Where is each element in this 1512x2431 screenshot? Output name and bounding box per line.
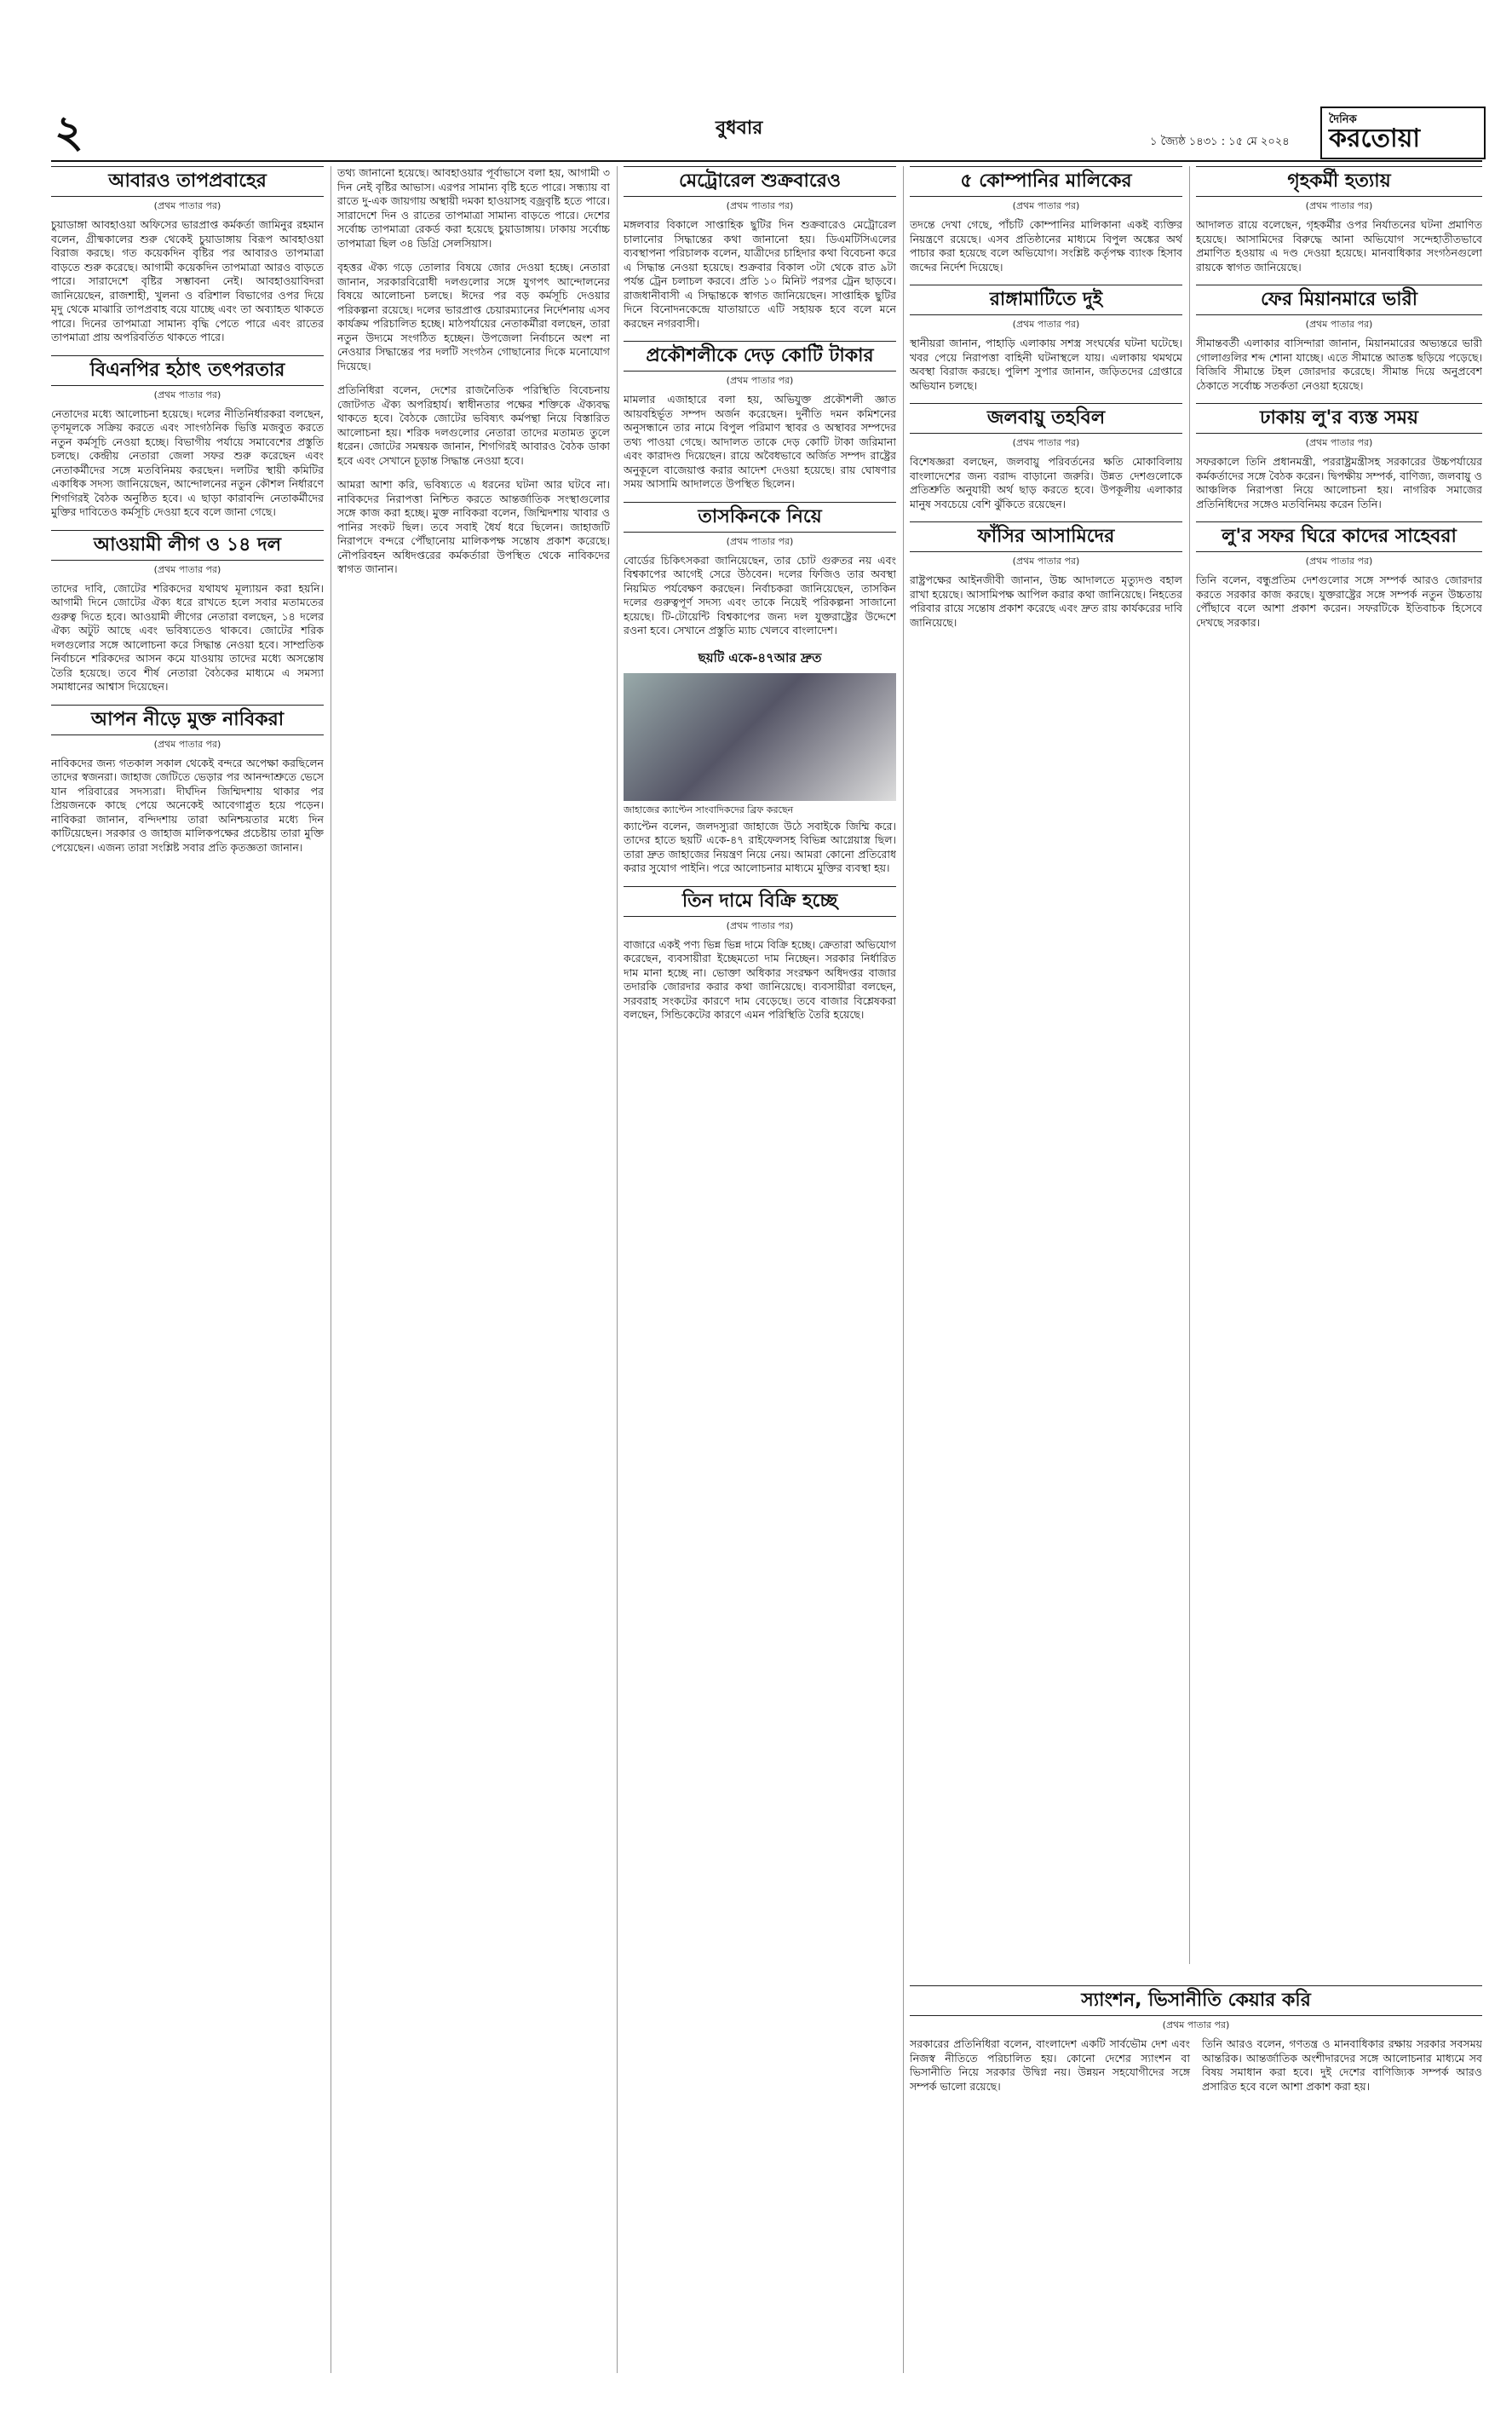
column-5 (1196, 166, 1482, 1973)
news-story (910, 285, 1182, 393)
news-story (51, 355, 324, 520)
photo-caption: জাহাজের ক্যাপ্টেন সাংবাদিকদের ব্রিফ করছেন (624, 804, 794, 815)
column-1 (51, 166, 324, 2382)
story-body: বোর্ডের চিকিৎসকরা জানিয়েছেন, তার চোট গুরুতর নয় এবং বিশ্বকাপের আগেই সেরে উঠবেন। দলের ফিজিও তার অবস্থা নিয়মিত পর্যবেক্ষণ করছেন। নির্বাচকরা জানিয়েছেন, তাসকিন দলের গুরুত্বপূর্ণ সদস্য এবং তাকে নিয়েই পরিকল্পনা সাজানো হয়েছে। টি-টোয়েন্টি বিশ্বকাপের জন্য দল যুক্তরাষ্ট্রের উদ্দেশে রওনা হবে। সেখানে প্রস্তুতি ম্যাচ খেলবে বাংলাদেশ। (624, 553, 896, 637)
column-divider (903, 166, 904, 2373)
story-body: ক্যাপ্টেন বলেন, জলদস্যুরা জাহাজে উঠে সবাইকে জিম্মি করে। তাদের হাতে ছয়টি একে-৪৭ রাইফেলসহ বিভিন্ন আগ্নেয়াস্ত্র ছিল। তারা দ্রুত জাহাজের নিয়ন্ত্রণ নিয়ে নেয়। আমরা কোনো প্রতিরোধ করার সুযোগ পাইনি। পরে আলোচনার মাধ্যমে মুক্তির ব্যবস্থা হয়। (624, 819, 896, 874)
news-story (624, 886, 896, 1023)
story-body: বাজারে একই পণ্য ভিন্ন ভিন্ন দামে বিক্রি হচ্ছে। ক্রেতারা অভিযোগ করেছেন, ব্যবসায়ীরা ইচ্ছেমতো দাম নিচ্ছেন। সরকার নির্ধারিত দাম মানা হচ্ছে না। ভোক্তা অধিকার সংরক্ষণ অধিদপ্তর বাজার তদারকি জোরদার করার কথা জানিয়েছে। ব্যবসায়ীরা বলছেন, সরবরাহ সংকটের কারণে দাম বেড়েছে। তবে বাজার বিশ্লেষকরা বলছেন, সিন্ডিকেটের কারণে এমন পরিস্থিতি তৈরি হয়েছে। (624, 937, 896, 1021)
story-body: তথ্য জানানো হয়েছে। আবহাওয়ার পূর্বাভাসে বলা হয়, আগামী ৩ দিন নেই বৃষ্টির আভাস। এরপর সামান্য বৃষ্টি হতে পারে। সন্ধ্যায় বা রাতে দু-এক জায়গায় অস্থায়ী দমকা হাওয়াসহ বজ্রবৃষ্টি হতে পারে। সারাদেশে দিন ও রাতের তাপমাত্রা সামান্য বাড়তে পারে। দেশের সর্বোচ্চ তাপমাত্রা রেকর্ড করা হয়েছে চুয়াডাঙ্গায়। ঢাকায় সর্বোচ্চ তাপমাত্রা ছিল ৩৪ ডিগ্রি সেলসিয়াস। (337, 166, 610, 250)
news-story (910, 403, 1182, 511)
headline: বিএনপির হঠাৎ তৎপরতার (51, 355, 324, 386)
continued-note: (প্রথম পাতার পর) (1012, 200, 1080, 211)
news-story (1196, 285, 1482, 393)
continued-note: (প্রথম পাতার পর) (153, 389, 221, 400)
news-story (51, 166, 324, 345)
news-story (337, 383, 610, 468)
continued-note: (প্রথম পাতার পর) (726, 200, 794, 211)
story-body: তাদের দাবি, জোটের শরিকদের যথাযথ মূল্যায়ন করা হয়নি। আগামী দিনে জোটের ঐক্য ধরে রাখতে হলে সবার মতামতের গুরুত্ব দিতে হবে। আওয়ামী লীগের নেতারা বলছেন, ১৪ দলের ঐক্য অটুট আছে এবং ভবিষ্যতেও থাকবে। জোটের শরিক দলগুলোর সঙ্গে আলোচনা করে সিদ্ধান্ত নেওয়া হবে। সাম্প্রতিক নির্বাচনে শরিকদের আসন কমে যাওয়ায় তাদের মধ্যে অসন্তোষ তৈরি হয়েছে। তবে শীর্ষ নেতারা বৈঠকের মাধ্যমে এ সমস্যা সমাধানের আশ্বাস দিয়েছেন। (51, 581, 324, 693)
story-body: সীমান্তবর্তী এলাকার বাসিন্দারা জানান, মিয়ানমারের অভ্যন্তরে ভারী গোলাগুলির শব্দ শোনা যাচ্ছে। এতে সীমান্তে আতঙ্ক ছড়িয়ে পড়েছে। বিজিবি সীমান্তে টহল জোরদার করেছে। সীমান্ত দিয়ে অনুপ্রবেশ ঠেকাতে সর্বোচ্চ সতর্কতা নেওয়া হয়েছে। (1196, 337, 1482, 392)
headline: তাসকিনকে নিয়ে (624, 502, 896, 533)
wide-story (910, 1985, 1482, 2377)
headline: ঢাকায় লু'র ব্যস্ত সময় (1196, 403, 1482, 434)
continued-note: (প্রথম পাতার পর) (1305, 437, 1373, 448)
news-story (51, 705, 324, 855)
news-story (1196, 521, 1482, 630)
column-2 (337, 166, 610, 2382)
column-3 (624, 166, 896, 2382)
continued-note: (প্রথম পাতার পর) (1012, 319, 1080, 330)
news-story (337, 166, 610, 251)
masthead (51, 107, 1482, 158)
continued-note: (প্রথম পাতার পর) (726, 535, 794, 547)
headline: গৃহকর্মী হত্যায় (1196, 166, 1482, 197)
logo-main-text: করতোয়া (1329, 124, 1421, 153)
story-body: আদালত রায়ে বলেছেন, গৃহকর্মীর ওপর নির্যাতনের ঘটনা প্রমাণিত হয়েছে। আসামিদের বিরুদ্ধে আনা অভিযোগ সন্দেহাতীতভাবে প্রমাণিত হওয়ায় এ দণ্ড দেওয়া হয়েছে। মানবাধিকার সংগঠনগুলো রায়কে স্বাগত জানিয়েছে। (1196, 218, 1482, 274)
news-photo (624, 673, 896, 801)
column-divider (1189, 166, 1190, 1964)
news-story (624, 648, 896, 876)
story-body: বৃহত্তর ঐক্য গড়ে তোলার বিষয়ে জোর দেওয়া হচ্ছে। নেতারা জানান, সরকারবিরোধী দলগুলোর সঙ্গে যুগপৎ আন্দোলনের বিষয়ে আলোচনা চলছে। ঈদের পর বড় কর্মসূচি দেওয়ার পরিকল্পনা রয়েছে। দলের ভারপ্রাপ্ত চেয়ারম্যানের নির্দেশনায় এসব কার্যক্রম পরিচালিত হচ্ছে। মাঠপর্যায়ের নেতাকর্মীরা বলছেন, তারা নতুন উদ্যমে সংগঠিত হচ্ছেন। উপজেলা নির্বাচনে অংশ না নেওয়ার সিদ্ধান্তের পর দলটি সংগঠন গোছানোর দিকে মনোযোগ দিয়েছে। (337, 261, 610, 372)
page-date: ১ জ্যৈষ্ঠ ১৪৩১ : ১৫ মে ২০২৪ (1150, 135, 1290, 148)
headline: রাঙ্গামাটিতে দুই (910, 285, 1182, 315)
headline: ফের মিয়ানমারে ভারী (1196, 285, 1482, 315)
continued-note: (প্রথম পাতার পর) (153, 738, 221, 750)
wide-body-left: সরকারের প্রতিনিধিরা বলেন, বাংলাদেশ একটি সার্বভৌম দেশ এবং নিজস্ব নীতিতে পরিচালিত হয়। কোনো দেশের স্যাংশন বা ভিসানীতি নিয়ে সরকার উদ্বিগ্ন নয়। উন্নয়ন সহযোগীদের সঙ্গে সম্পর্ক ভালো রয়েছে। (910, 2037, 1190, 2093)
continued-note: (প্রথম পাতার পর) (1012, 556, 1080, 567)
page-number: ২ (55, 107, 83, 158)
masthead-rule (51, 160, 1482, 162)
newspaper-logo (1320, 107, 1486, 159)
headline: জলবায়ু তহবিল (910, 403, 1182, 434)
headline: ৫ কোম্পানির মালিকের (910, 166, 1182, 197)
story-body: মঙ্গলবার বিকালে সাপ্তাহিক ছুটির দিন শুক্রবারেও মেট্রোরেল চালানোর সিদ্ধান্তের কথা জানানো হয়। ডিএমটিসিএলের ব্যবস্থাপনা পরিচালক বলেন, যাত্রীদের চাহিদার কথা বিবেচনা করে এ সিদ্ধান্ত নেওয়া হয়েছে। শুক্রবার বিকাল ৩টা থেকে রাত ৯টা পর্যন্ত ট্রেন চলাচল করবে। প্রতি ১০ মিনিট পরপর ট্রেন ছাড়বে। রাজধানীবাসী এ সিদ্ধান্তকে স্বাগত জানিয়েছেন। সাপ্তাহিক ছুটির দিনে বিনোদনকেন্দ্রে যাতায়াতে এটি সহায়ক হবে বলে মনে করছেন নগরবাসী। (624, 218, 896, 330)
news-story (51, 530, 324, 694)
column-divider (617, 166, 618, 2373)
story-body: রাষ্ট্রপক্ষের আইনজীবী জানান, উচ্চ আদালতে মৃত্যুদণ্ড বহাল রাখা হয়েছে। আসামিপক্ষ আপিল করার কথা জানিয়েছে। নিহতের পরিবার রায়ে সন্তোষ প্রকাশ করেছে এবং দ্রুত রায় কার্যকরের দাবি জানিয়েছে। (910, 573, 1182, 629)
story-body: নাবিকদের জন্য গতকাল সকাল থেকেই বন্দরে অপেক্ষা করছিলেন তাদের স্বজনরা। জাহাজ জেটিতে ভেড়ার পর আনন্দাশ্রুতে ভেসে যান পরিবারের সদস্যরা। দীর্ঘদিন জিম্মিদশায় থাকার পর প্রিয়জনকে কাছে পেয়ে অনেকেই আবেগাপ্লুত হয়ে পড়েন। নাবিকরা জানান, বন্দিদশায় তারা অনিশ্চয়তার মধ্যে দিন কাটিয়েছেন। সরকার ও জাহাজ মালিকপক্ষের প্রচেষ্টায় তারা মুক্তি পেয়েছেন। এজন্য তারা সংশ্লিষ্ট সবার প্রতি কৃতজ্ঞতা জানান। (51, 756, 324, 854)
continued-note: (প্রথম পাতার পর) (153, 200, 221, 211)
news-story (1196, 166, 1482, 274)
news-story (337, 261, 610, 373)
continued-note: (প্রথম পাতার পর) (1012, 437, 1080, 448)
news-story (624, 502, 896, 638)
headline: আবারও তাপপ্রবাহের (51, 166, 324, 197)
continued-note: (প্রথম পাতার পর) (726, 919, 794, 931)
story-body: তিনি বলেন, বন্ধুপ্রতিম দেশগুলোর সঙ্গে সম্পর্ক আরও জোরদার করতে সরকার কাজ করছে। যুক্তরাষ্ট্রের সঙ্গে সম্পর্ক নতুন উচ্চতায় পৌঁছাবে বলে আশা প্রকাশ করেন। সফরটিকে ইতিবাচক হিসেবে দেখছে সরকার। (1196, 573, 1482, 629)
news-story (910, 521, 1182, 630)
story-body: সফরকালে তিনি প্রধানমন্ত্রী, পররাষ্ট্রমন্ত্রীসহ সরকারের উচ্চপর্যায়ের কর্মকর্তাদের সঙ্গে বৈঠক করেন। দ্বিপক্ষীয় সম্পর্ক, বাণিজ্য, জলবায়ু ও আঞ্চলিক নিরাপত্তা নিয়ে আলোচনা হয়। নাগরিক সমাজের প্রতিনিধিদের সঙ্গেও মতবিনিময় করেন তিনি। (1196, 455, 1482, 510)
continued-note: (প্রথম পাতার পর) (1305, 200, 1373, 211)
wide-cont: (প্রথম পাতার পর) (1162, 2019, 1230, 2031)
headline: তিন দামে বিক্রি হচ্ছে (624, 886, 896, 917)
wide-body-right: তিনি আরও বলেন, গণতন্ত্র ও মানবাধিকার রক্ষায় সরকার সবসময় আন্তরিক। আন্তর্জাতিক অংশীদারদের সঙ্গে আলোচনার মাধ্যমে সব বিষয় সমাধান করা হবে। দুই দেশের বাণিজ্যিক সম্পর্ক আরও প্রসারিত হবে বলে আশা প্রকাশ করা হয়। (1202, 2037, 1482, 2093)
story-body: নেতাদের মধ্যে আলোচনা হয়েছে। দলের নীতিনির্ধারকরা বলছেন, তৃণমূলকে সক্রিয় করতে এবং সাংগঠনিক ভিত্তি মজবুত করতে নতুন কর্মসূচি নেওয়া হচ্ছে। বিভাগীয় পর্যায়ে সমাবেশের প্রস্তুতি চলছে। কেন্দ্রীয় নেতারা জেলা সফর শুরু করেছেন এবং নেতাকর্মীদের সঙ্গে মতবিনিময় করছেন। দলটির স্থায়ী কমিটির একাধিক সদস্য জানিয়েছেন, আন্দোলনের নতুন কৌশল নির্ধারণে শিগগিরই বৈঠক অনুষ্ঠিত হবে। এ ছাড়া কারাবন্দি নেতাকর্মীদের মুক্তির দাবিতেও কর্মসূচি দেওয়া হবে বলে জানা গেছে। (51, 406, 324, 518)
news-story (1196, 403, 1482, 511)
headline: প্রকৌশলীকে দেড় কোটি টাকার (624, 341, 896, 372)
story-body: মামলার এজাহারে বলা হয়, অভিযুক্ত প্রকৌশলী জ্ঞাত আয়বহির্ভূত সম্পদ অর্জন করেছেন। দুর্নীতি দমন কমিশনের অনুসন্ধানে তার নামে বিপুল পরিমাণ স্থাবর ও অস্থাবর সম্পদের তথ্য পাওয়া গেছে। আদালত তাকে দেড় কোটি টাকা জরিমানা এবং কারাদণ্ড দিয়েছেন। রায়ে অবৈধভাবে অর্জিত সম্পদ রাষ্ট্রের অনুকূলে বাজেয়াপ্ত করার আদেশ দেওয়া হয়েছে। রায় ঘোষণার সময় আসামি আদালতে উপস্থিত ছিলেন। (624, 393, 896, 490)
story-body: প্রতিনিধিরা বলেন, দেশের রাজনৈতিক পরিস্থিতি বিবেচনায় জোটগত ঐক্য অপরিহার্য। স্বাধীনতার পক্ষের শক্তিকে ঐক্যবদ্ধ থাকতে হবে। বৈঠকে জোটের ভবিষ্যৎ কর্মপন্থা নিয়ে বিস্তারিত আলোচনা হয়। শরিক দলগুলোর নেতারা তাদের মতামত তুলে ধরেন। জোটের সমন্বয়ক জানান, শিগগিরই আবারও বৈঠক ডাকা হবে এবং সেখানে চূড়ান্ত সিদ্ধান্ত নেওয়া হবে। (337, 383, 610, 467)
headline: মেট্রোরেল শুক্রবারেও (624, 166, 896, 197)
continued-note: (প্রথম পাতার পর) (1305, 556, 1373, 567)
headline: লু'র সফর ঘিরে কাদের সাহেবরা (1196, 521, 1482, 552)
page-day: বুধবার (716, 118, 763, 139)
news-story (624, 166, 896, 331)
column-4 (910, 166, 1182, 1973)
continued-note: (প্রথম পাতার পর) (726, 375, 794, 386)
story-body: আমরা আশা করি, ভবিষ্যতে এ ধরনের ঘটনা আর ঘটবে না। নাবিকদের নিরাপত্তা নিশ্চিত করতে আন্তর্জাতিক সংস্থাগুলোর সঙ্গে কাজ করা হচ্ছে। মুক্ত নাবিকরা বলেন, জিম্মিদশায় খাবার ও পানির সংকট ছিল। তবে সবাই ধৈর্য ধরে ছিলেন। জাহাজটি নিরাপদে বন্দরে পৌঁছানোয় মালিকপক্ষ সন্তোষ প্রকাশ করেছে। নৌপরিবহন অধিদপ্তরের কর্মকর্তারা উপস্থিত থেকে নাবিকদের স্বাগত জানান। (337, 478, 610, 575)
continued-note: (প্রথম পাতার পর) (153, 563, 221, 575)
story-body: তদন্তে দেখা গেছে, পাঁচটি কোম্পানির মালিকানা একই ব্যক্তির নিয়ন্ত্রণে রয়েছে। এসব প্রতিষ্ঠানের মাধ্যমে বিপুল অঙ্কের অর্থ পাচার করা হয়েছে বলে অভিযোগ। সংশ্লিষ্ট কর্তৃপক্ষ ব্যাংক হিসাব জব্দের নির্দেশ দিয়েছে। (910, 218, 1182, 274)
story-body: স্থানীয়রা জানান, পাহাড়ি এলাকায় সশস্ত্র সংঘর্ষের ঘটনা ঘটেছে। খবর পেয়ে নিরাপত্তা বাহিনী ঘটনাস্থলে যায়। এলাকায় থমথমে অবস্থা বিরাজ করছে। পুলিশ সুপার জানান, জড়িতদের গ্রেপ্তারে অভিযান চলছে। (910, 337, 1182, 392)
logo-top-text: দৈনিক (1329, 113, 1357, 126)
sub-headline: ছয়টি একে-৪৭আর দ্রুত (698, 649, 822, 665)
headline: আপন নীড়ে মুক্ত নাবিকরা (51, 705, 324, 735)
wide-headline: স্যাংশন, ভিসানীতি কেয়ার করি (910, 1985, 1482, 2016)
headline: ফাঁসির আসামিদের (910, 521, 1182, 552)
story-body: বিশেষজ্ঞরা বলছেন, জলবায়ু পরিবর্তনের ক্ষতি মোকাবিলায় বাংলাদেশের জন্য বরাদ্দ বাড়ানো জরুরি। উন্নত দেশগুলোকে প্রতিশ্রুতি অনুযায়ী অর্থ ছাড় করতে হবে। উপকূলীয় এলাকার মানুষ সবচেয়ে বেশি ঝুঁকিতে রয়েছেন। (910, 455, 1182, 510)
headline: আওয়ামী লীগ ও ১৪ দল (51, 530, 324, 561)
news-story (337, 478, 610, 577)
continued-note: (প্রথম পাতার পর) (1305, 319, 1373, 330)
news-story (910, 166, 1182, 274)
story-body: চুয়াডাঙ্গা আবহাওয়া অফিসের ভারপ্রাপ্ত কর্মকর্তা জামিনুর রহমান বলেন, গ্রীষ্মকালের শুরু থেকেই চুয়াডাঙ্গায় বিরূপ আবহাওয়া বিরাজ করছে। গত কয়েকদিন বৃষ্টির পর আবারও তাপমাত্রা বাড়তে শুরু করেছে। আগামী কয়েকদিন তাপমাত্রা আরও বাড়তে পারে। সারাদেশে বৃষ্টির সম্ভাবনা নেই। আবহাওয়াবিদরা জানিয়েছেন, রাজশাহী, খুলনা ও বরিশাল বিভাগের ওপর দিয়ে মৃদু থেকে মাঝারি তাপপ্রবাহ বয়ে যাচ্ছে এবং তা অব্যাহত থাকতে পারে। দিনের তাপমাত্রা সামান্য বৃদ্ধি পেতে পারে এবং রাতের তাপমাত্রা প্রায় অপরিবর্তিত থাকতে পারে। (51, 218, 324, 343)
news-story (624, 341, 896, 492)
